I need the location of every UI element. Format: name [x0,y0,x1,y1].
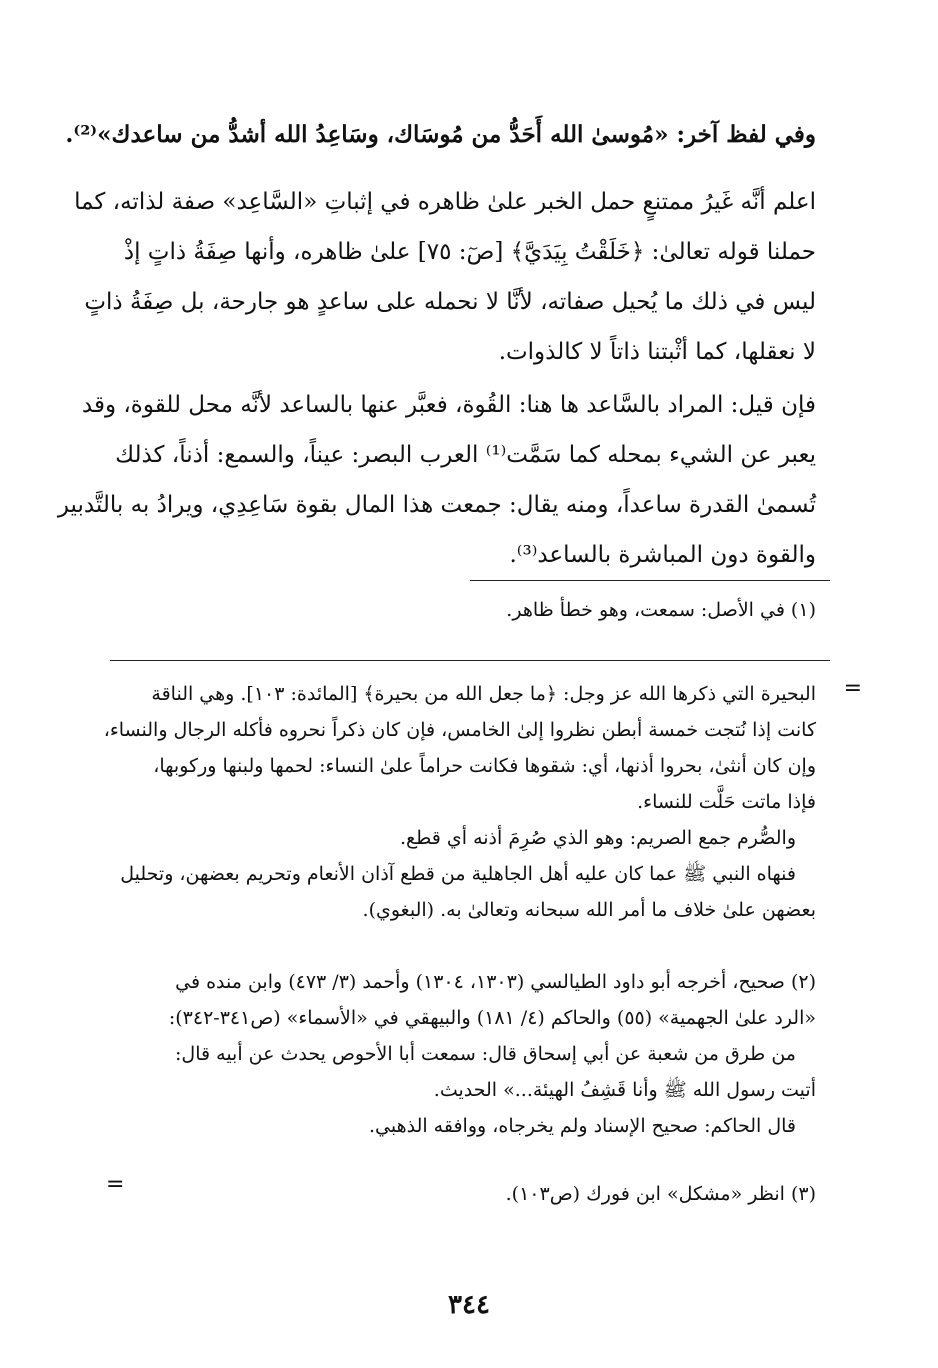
text-line: تُسمىٰ القدرة ساعداً، ومنه يقال: جمعت هذا المال بقوة سَاعِدِي، ويرادُ به بالتَّدبير [57,492,816,518]
text-line: يعبر عن الشيء بمحله كما سَمَّت⁽¹⁾ العرب البصر: عيناً، والسمع: أذناً، كذلك [115,442,816,468]
note-line: أتيت رسول الله ﷺ وأنا قَشِفُ الهيئة...» الحديث. [433,1079,816,1101]
text-line: لا نعقلها، كما أثْبتنا ذاتاً لا كالذوات. [498,339,816,365]
note-line: (٣) انظر «مشكل» ابن فورك (ص١٠٣). [505,1183,816,1205]
note-line: والصُّرم جمع الصريم: وهو الذي صُرِمَ أذنه أي قطع. [400,827,796,849]
text-line: اعلم أنَّه غَيرُ ممتنعٍ حمل الخبر علىٰ ظاهره في إثباتِ «السَّاعِد» صفة لذاته، كما [74,189,816,215]
text-line: وفي لفظ آخر: «مُوسىٰ الله أَحَدُّ من مُوسَاك، وسَاعِدُ الله أشدُّ من ساعدك»⁽²⁾. [65,121,816,148]
main-paragraph-2 [74,177,816,377]
text-line: فإن قيل: المراد بالسَّاعد ها هنا: القُوة، فعبَّر عنها بالساعد لأنَّه محل للقوة، وقد [81,392,816,418]
page-number: ٣٤٤ [448,1290,490,1320]
note-line: كانت إذا نُتجت خمسة أبطن نظروا إلىٰ الخامس، فإن كان ذكراً نحروه فأكله الرجال والنساء، [103,719,816,741]
text-line: حملنا قوله تعالىٰ: ﴿خَلَقْتُ بِيَدَيَّ﴾ [صٓ: ٧٥] علىٰ ظاهره، وأنها صِفَةُ ذاتٍ إذْ [123,239,816,265]
note-line: من طرق من شعبة عن أبي إسحاق قال: سمعت أبا الأحوص يحدث عن أبيه قال: [175,1043,796,1065]
note-line: وإن كان أنثىٰ، بحروا أذنها، أي: شقوها فكانت حراماً علىٰ النساء: لحمها ولبنها وركوبها، [153,755,816,777]
text-line: والقوة دون المباشرة بالساعد⁽³⁾. [509,542,816,568]
notes-continued [103,676,816,928]
main-paragraph-1 [65,110,816,160]
notes-separator [110,660,830,661]
main-paragraph-3 [57,380,816,580]
footnote-text: (١) في الأصل: سمعت، وهو خطأ ظاهر. [506,599,816,621]
footnote-3 [116,1176,816,1212]
note-line: بعضهن علىٰ خلاف ما أمر الله سبحانه وتعالىٰ به. (البغوي). [362,899,816,921]
text-line: ليس في ذلك ما يُحيل صفاته، لأنَّا لا نحمله على ساعدٍ هو جارحة، بل صِفَةُ ذاتٍ [84,289,816,315]
note-line: فنهاه النبي ﷺ عما كان عليه أهل الجاهلية من قطع آذان الأنعام وتحريم بعضهن، وتحليل [120,863,796,885]
note-line: (٢) صحيح، أخرجه أبو داود الطيالسي (١٣٠٣، ١٣٠٤) وأحمد (٣/ ٤٧٣) وابن منده في [175,971,816,993]
continuation-mark-top: = [843,676,862,701]
footnote-2 [116,964,816,1144]
continuation-mark-bottom: = [106,1172,125,1197]
note-line: قال الحاكم: صحيح الإسناد ولم يخرجاه، ووافقه الذهبي. [368,1115,796,1137]
note-line: فإذا ماتت حَلَّت للنساء. [637,791,816,813]
footnote-separator [470,580,830,581]
note-line: «الرد علىٰ الجهمية» (٥٥) والحاكم (٤/ ١٨١) والبيهقي في «الأسماء» (ص٣٤١-٣٤٢): [168,1007,816,1029]
note-line: البحيرة التي ذكرها الله عز وجل: ﴿ما جعل الله من بحيرة﴾ [المائدة: ١٠٣]. وهي الناقة [151,683,816,705]
footnote-1 [116,592,816,628]
